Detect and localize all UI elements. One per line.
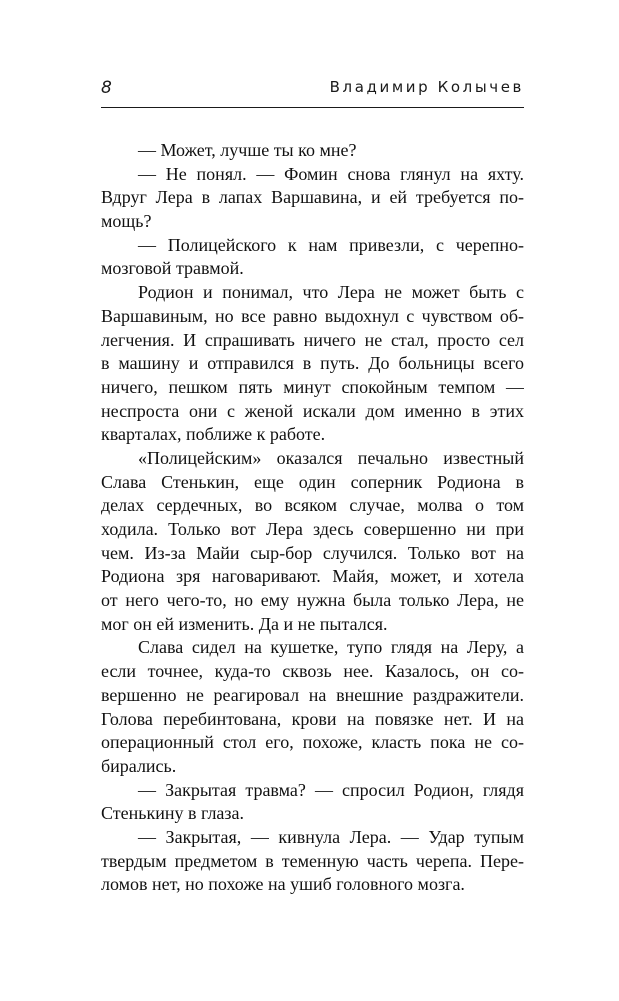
author-name: Владимир Колычев bbox=[329, 78, 524, 96]
text-line: — Закрытая травма? — спросил Родион, глядя bbox=[138, 779, 524, 800]
text-line: мог он ей изменить. Да и не пытался. bbox=[101, 613, 388, 634]
text-line: Голова перебинтована, крови на повязке нет. И на bbox=[101, 708, 524, 729]
text-line: от него чего-то, но ему нужна была только Лера, не bbox=[101, 590, 524, 611]
page-number: 8 bbox=[101, 78, 112, 98]
body-text bbox=[101, 139, 524, 897]
text-line: в машину и отправился в путь. До больницы всего bbox=[101, 353, 524, 374]
running-header bbox=[101, 78, 524, 104]
text-line: «Полицейским» оказался печально известный bbox=[138, 447, 524, 468]
text-line: ничего, пешком пять минут спокойным темпом — bbox=[101, 376, 524, 397]
text-line: Варшавиным, но все равно выдохнул с чувством об- bbox=[101, 305, 524, 326]
text-line: легчения. И спрашивать ничего не стал, просто сел bbox=[101, 329, 524, 350]
text-line: — Может, лучше ты ко мне? bbox=[138, 140, 357, 160]
text-line: — Закрытая, — кивнула Лера. — Удар тупым bbox=[138, 826, 524, 847]
text-line: Слава Стенькин, еще один соперник Родиона в bbox=[101, 471, 524, 492]
text-line: Слава сидел на кушетке, тупо глядя на Леру, а bbox=[138, 637, 524, 658]
header-rule bbox=[101, 107, 524, 108]
text-line: ходила. Только вот Лера здесь совершенно ни при bbox=[101, 519, 524, 539]
text-line: бирались. bbox=[101, 755, 177, 776]
text-line: операционный стол его, похоже, класть пока не со- bbox=[101, 732, 524, 753]
text-line: мозговой травмой. bbox=[101, 258, 244, 279]
text-line: ломов нет, но похоже на ушиб головного мозга. bbox=[101, 874, 465, 895]
text-line: если точнее, куда-то сквозь нее. Казалось, он со- bbox=[101, 661, 524, 682]
text-line: мощь? bbox=[101, 211, 152, 232]
text-line: неспроста они с женой искали дом именно в этих bbox=[101, 400, 524, 421]
text-line: чем. Из-за Майи сыр-бор случился. Только вот на bbox=[101, 542, 524, 563]
text-line: кварталах, поближе к работе. bbox=[101, 424, 326, 445]
text-line: вершенно не реагировал на внешние раздражители. bbox=[101, 684, 524, 705]
text-line: твердым предметом в теменную часть черепа. Пере- bbox=[101, 850, 524, 871]
text-line: — Не понял. — Фомин снова глянул на яхту. bbox=[138, 163, 524, 184]
text-line: Стенькину в глаза. bbox=[101, 803, 245, 824]
text-line: Родион и понимал, что Лера не может быть с bbox=[138, 282, 524, 303]
text-line: делах сердечных, во всяком случае, молва о том bbox=[101, 495, 524, 516]
text-line: Вдруг Лера в лапах Варшавина, и ей требуется по- bbox=[101, 187, 524, 208]
text-line: Родиона зря наговаривают. Майя, может, и хотела bbox=[101, 566, 524, 587]
text-line: — Полицейского к нам привезли, с черепно- bbox=[138, 234, 524, 255]
